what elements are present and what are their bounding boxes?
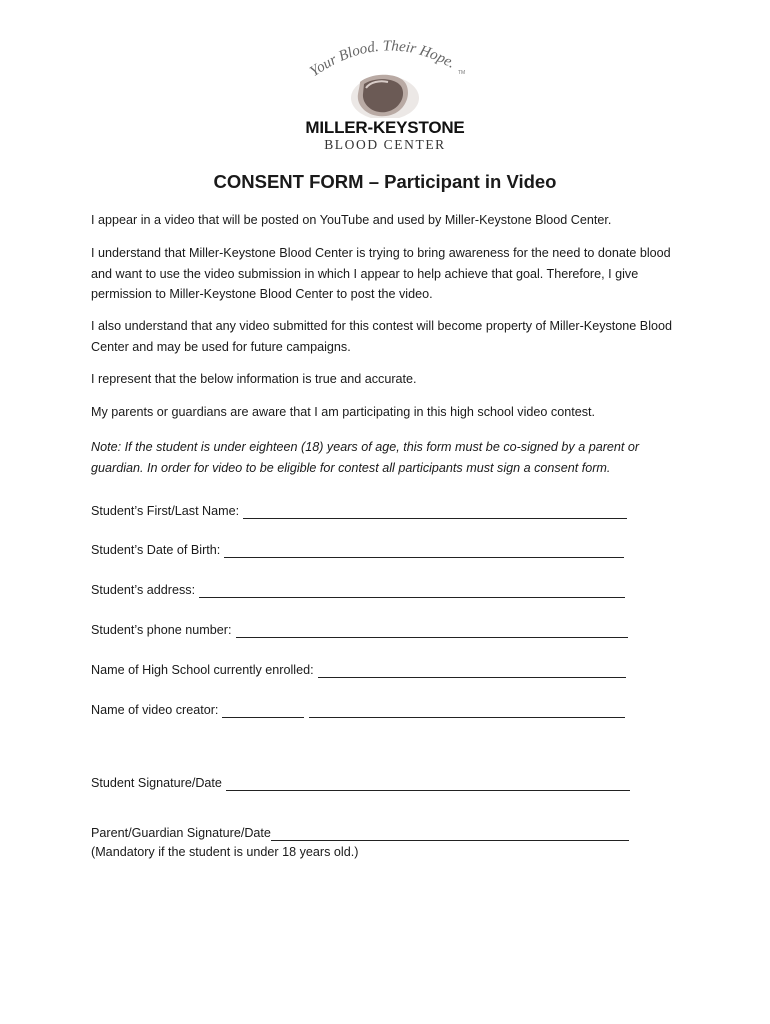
paragraph-2: I understand that Miller-Keystone Blood Center is trying to bring awareness for the need to donate blood and want to use the video submission in which I appear to help achieve that goal. Therefore, I give permission to Miller-Keystone Blood Center to post the video. (91, 246, 671, 301)
field-label: Name of High School currently enrolled: (91, 663, 314, 677)
student-name-input-line[interactable] (243, 505, 627, 519)
field-label: Student’s Date of Birth: (91, 543, 221, 557)
field-student-dob (91, 542, 624, 558)
logo-subname: BLOOD CENTER (324, 137, 446, 152)
paragraph-3: I also understand that any video submitted for this contest will become property of Miller-Keystone Blood Center and may be used for future campaigns. (91, 319, 673, 354)
field-label: Parent/Guardian Signature/Date (91, 826, 271, 840)
field-label: Name of video creator: (91, 703, 219, 717)
field-label: Student’s address: (91, 583, 196, 597)
field-student-signature (91, 775, 630, 791)
student-signature-input-line[interactable] (226, 777, 630, 791)
student-phone-input-line[interactable] (236, 624, 628, 638)
paragraph-5: My parents or guardians are aware that I am participating in this high school video contest. (91, 405, 596, 419)
field-student-phone (91, 622, 628, 638)
video-creator-input-line-2[interactable] (309, 704, 625, 718)
paragraph-4: I represent that the below information is true and accurate. (91, 372, 417, 386)
page-title: CONSENT FORM – Participant in Video (213, 171, 557, 192)
field-label: Student Signature/Date (91, 776, 222, 790)
field-label: Student’s phone number: (91, 623, 232, 637)
paragraph-1: I appear in a video that will be posted on YouTube and used by Miller-Keystone Blood Center. (91, 213, 612, 227)
field-parent-signature (91, 825, 629, 841)
field-student-address (91, 582, 625, 598)
svg-text:TM: TM (458, 70, 466, 76)
field-video-creator (91, 702, 625, 718)
video-creator-input-line-1[interactable] (222, 704, 304, 718)
field-student-name (91, 503, 627, 519)
mandatory-note: (Mandatory if the student is under 18 years old.) (91, 845, 359, 859)
blood-drop-logo-icon (300, 38, 470, 118)
field-high-school (91, 662, 626, 678)
miller-keystone-logo (300, 38, 470, 158)
logo-name: MILLER-KEYSTONE (305, 118, 465, 137)
note-paragraph: Note: If the student is under eighteen (18) years of age, this form must be co-signed by a parent or guardian. In order for video to be eligible for contest all participants must sign a consent form. (91, 440, 640, 475)
svg-text:Your Blood. Their Hope.: Your Blood. Their Hope. (307, 38, 458, 81)
student-address-input-line[interactable] (199, 584, 625, 598)
high-school-input-line[interactable] (318, 664, 626, 678)
parent-signature-input-line[interactable] (271, 827, 629, 841)
student-dob-input-line[interactable] (224, 544, 624, 558)
field-label: Student’s First/Last Name: (91, 504, 240, 518)
